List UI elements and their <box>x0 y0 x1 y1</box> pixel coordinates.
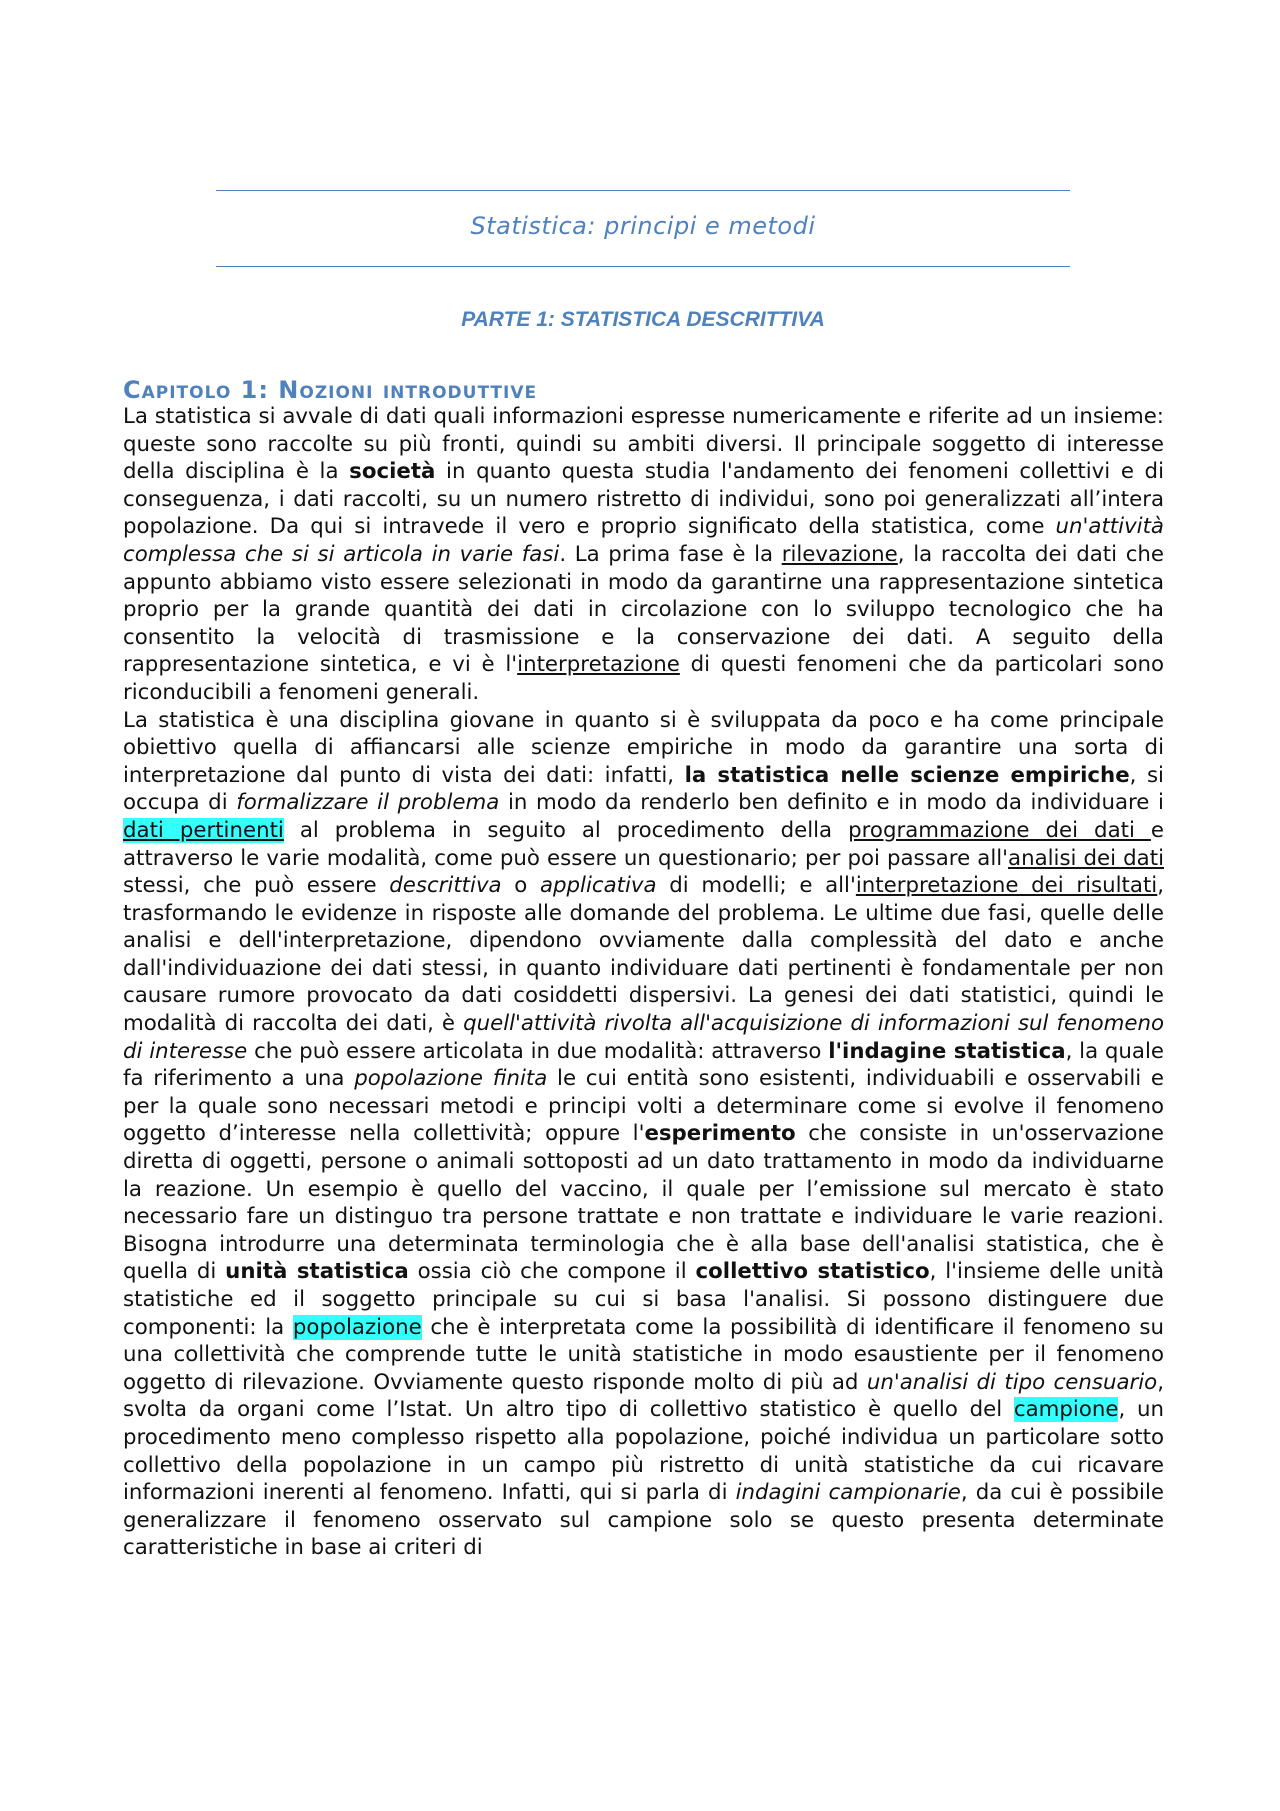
text-run: in quanto questa studia l'andamento dei fenomeni collettivi e di conseguenza, i dati raccolti, su un numero ristretto di individui, sono poi generalizzati all’intera popolazione. Da qui si intravede il vero e proprio significato della statistica, come <box>123 459 1164 540</box>
bold-term: unità statistica <box>225 1259 409 1285</box>
text-run: , da cui è possibile generalizzare il fenomeno osservato sul campione solo se questo presenta determinate caratteristiche in base ai criteri di <box>123 1480 1164 1561</box>
highlighted-term: campione <box>1013 1397 1119 1423</box>
underlined-term: interpretazione dei risultati <box>855 873 1158 899</box>
italic-phrase: un'analisi di tipo censuario <box>866 1369 1158 1395</box>
highlighted-term: popolazione <box>292 1314 422 1340</box>
italic-phrase: quell'attività rivolta all'acquisizione di informazioni sul fenomeno di interesse <box>123 1011 1164 1064</box>
paragraph-1 <box>123 403 1164 707</box>
title-bottom-rule <box>216 266 1070 267</box>
text-run: , svolta da organi come l’Istat. Un altro tipo di collettivo statistico è quello del <box>123 1369 1164 1423</box>
text-run: , trasformando le evidenze in risposte alle domande del problema. Le ultime due fasi, quelle delle analisi e dell'interpretazione, dipendono ovviamente dalla complessità del dato e anche dall'individuazione dei dati stessi, in quanto individuare dati pertinenti è fondamentale per non causare rumore provocato da dati cosiddetti dispersivi. La genesi dei dati statistici, quindi le modalità di raccolta dei dati, è <box>123 873 1164 1037</box>
text-run: che consiste in un'osservazione diretta di oggetti, persone o animali sottoposti ad un dato trattamento in modo da individuarne la reazione. Un esempio è quello del vaccino, il quale per l’emissione sul mercato è stato necessario fare un distinguo tra persone trattate e non trattate e individuare le varie reazioni. Bisogna introdurre una determinata terminologia che è alla base dell'analisi statistica, che è quella di <box>123 1121 1164 1285</box>
italic-phrase: formalizzare il problema <box>236 790 500 816</box>
part-heading: PARTE 1: STATISTICA DESCRITTIVA <box>461 308 825 331</box>
text-run: di modelli; e all' <box>656 873 856 899</box>
chapter-heading: Capitolo 1: Nozioni introduttive <box>123 376 538 404</box>
text-run: che è interpretata come la possibilità di identificare il fenomeno su una collettività che comprende tutte le unità statistiche in modo esaustiente per il fenomeno oggetto di rilevazione. Ovviamente questo risponde molto di più ad <box>123 1314 1164 1395</box>
text-run: e attraverso le varie modalità, come può essere un questionario; per poi passare all' <box>123 817 1164 871</box>
text-run: al problema in seguito al procedimento della <box>283 817 849 843</box>
document-title: Statistica: principi e metodi <box>470 212 816 240</box>
paragraph-2 <box>123 707 1164 1562</box>
text-run: , la quale fa riferimento a una <box>123 1038 1164 1092</box>
text-run: La statistica è una disciplina giovane in quanto si è sviluppata da poco e ha come principale obiettivo quella di affiancarsi alle scienze empiriche in modo da garantire una sorta di interpretazione dal punto di vista dei dati: infatti, <box>123 707 1164 788</box>
bold-term: la statistica nelle scienze empiriche <box>684 762 1130 788</box>
body-text <box>123 403 1164 1562</box>
text-run: , la raccolta dei dati che appunto abbiamo visto essere selezionati in modo da garantirne una rappresentazione sintetica proprio per la grande quantità dei dati in circolazione con lo sviluppo tecnologico che ha consentito la velocità di trasmissione e la conservazione dei dati. A seguito della rappresentazione sintetica, e vi è l' <box>123 541 1165 678</box>
italic-phrase: un'attività complessa che si si articola in varie fasi <box>123 514 1164 567</box>
italic-phrase: indagini campionarie <box>735 1480 961 1506</box>
underlined-term: analisi dei dati <box>1008 845 1164 871</box>
bold-term: collettivo statistico <box>695 1259 930 1285</box>
highlighted-term: dati pertinenti <box>123 817 284 843</box>
text-run: che può essere articolata in due modalità: attraverso <box>247 1038 829 1064</box>
text-run: . La prima fase è la <box>559 541 782 567</box>
underlined-term: interpretazione <box>517 652 680 678</box>
bold-term: l'indagine statistica <box>828 1038 1066 1064</box>
italic-phrase: popolazione finita <box>354 1066 548 1092</box>
italic-phrase: applicativa <box>539 873 657 899</box>
text-run: ossia ciò che compone il <box>408 1259 696 1285</box>
underlined-term: programmazione dei dati <box>848 817 1151 843</box>
text-run: La statistica si avvale di dati quali informazioni espresse numericamente e riferite ad un insieme: queste sono raccolte su più fronti, quindi su ambiti diversi. Il principale soggetto di interesse della disciplina è la <box>123 404 1164 485</box>
text-run: , un procedimento meno complesso rispetto alla popolazione, poiché individua un particolare sotto collettivo della popolazione in un campo più ristretto di unità statistiche da cui ricavare informazioni inerenti al fenomeno. Infatti, qui si parla di <box>123 1397 1164 1506</box>
text-run: , l'insieme delle unità statistiche ed il soggetto principale su cui si basa l'analisi. Si possono distinguere due componenti: la <box>123 1259 1164 1340</box>
text-run: stessi, che può essere <box>123 873 390 899</box>
underlined-term: rilevazione <box>781 541 898 567</box>
title-top-rule <box>216 190 1070 191</box>
text-run: o <box>501 873 540 899</box>
text-run: di questi fenomeni che da particolari sono riconducibili a fenomeni generali. <box>123 652 1164 705</box>
italic-phrase: descrittiva <box>389 873 502 899</box>
bold-term: società <box>349 459 436 485</box>
bold-term: esperimento <box>644 1121 796 1147</box>
text-run: le cui entità sono esistenti, individuabili e osservabili e per la quale sono necessari metodi e principi volti a determinare come si evolve il fenomeno oggetto d’interesse nella collettività; oppure l' <box>123 1066 1164 1147</box>
text-run: , si occupa di <box>123 762 1164 816</box>
text-run: in modo da renderlo ben definito e in modo da individuare i <box>499 790 1164 816</box>
